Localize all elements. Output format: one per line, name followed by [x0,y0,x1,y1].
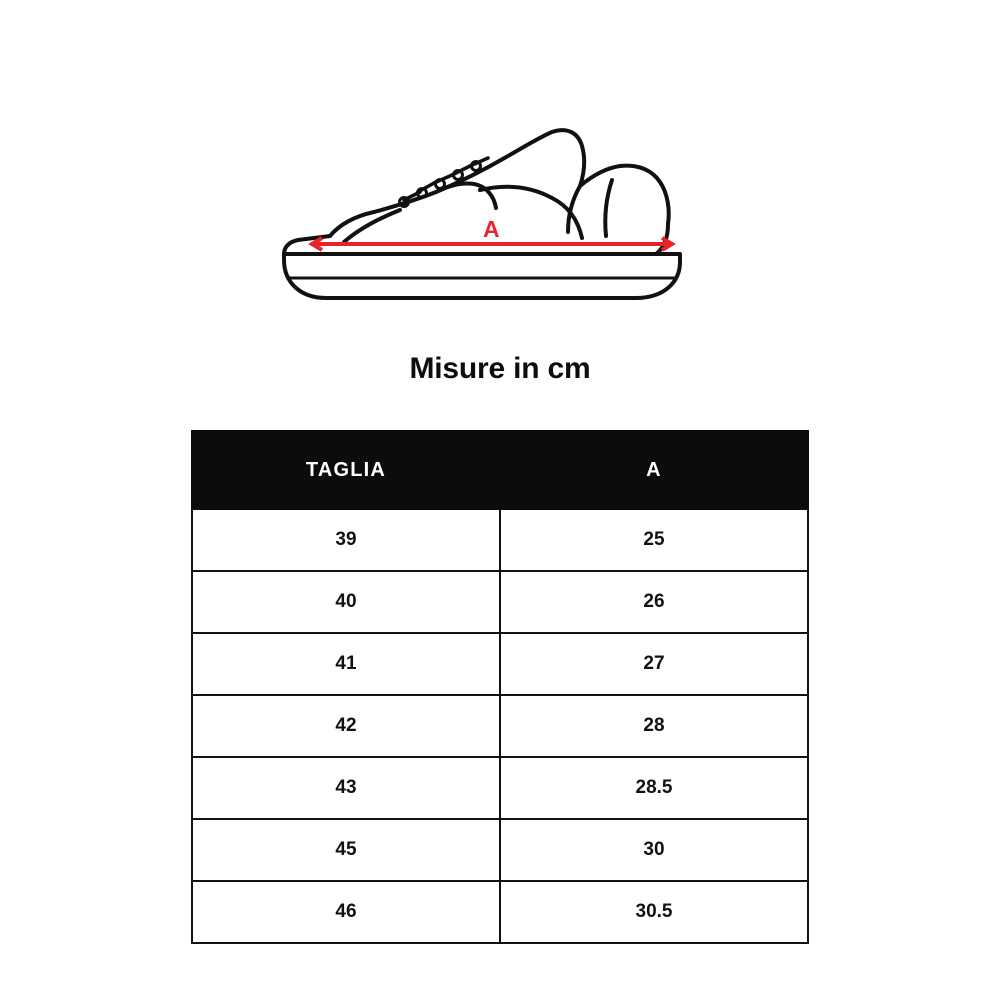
table-row [192,819,808,881]
measure-label-a: A [483,216,501,242]
cell-size: 39 [192,509,500,571]
table-row [192,695,808,757]
table-row [192,633,808,695]
table-row [192,509,808,571]
cell-a: 27 [500,633,808,695]
cell-a: 28.5 [500,757,808,819]
cell-size: 41 [192,633,500,695]
table-header-row [192,431,808,509]
table-row [192,757,808,819]
cell-a: 26 [500,571,808,633]
cell-a: 30.5 [500,881,808,943]
cell-size: 45 [192,819,500,881]
column-header-taglia: TAGLIA [192,431,500,509]
cell-size: 40 [192,571,500,633]
cell-a: 25 [500,509,808,571]
page-title: Misure in cm [409,352,591,385]
cell-size: 43 [192,757,500,819]
cell-size: 42 [192,695,500,757]
size-table [191,430,809,944]
shoe-illustration [0,10,1000,330]
cell-a: 28 [500,695,808,757]
column-header-a: A [500,431,808,509]
table-row [192,571,808,633]
cell-size: 46 [192,881,500,943]
sneaker-side-view-icon [0,10,1000,330]
table-row [192,881,808,943]
size-table-wrapper [191,430,809,944]
cell-a: 30 [500,819,808,881]
